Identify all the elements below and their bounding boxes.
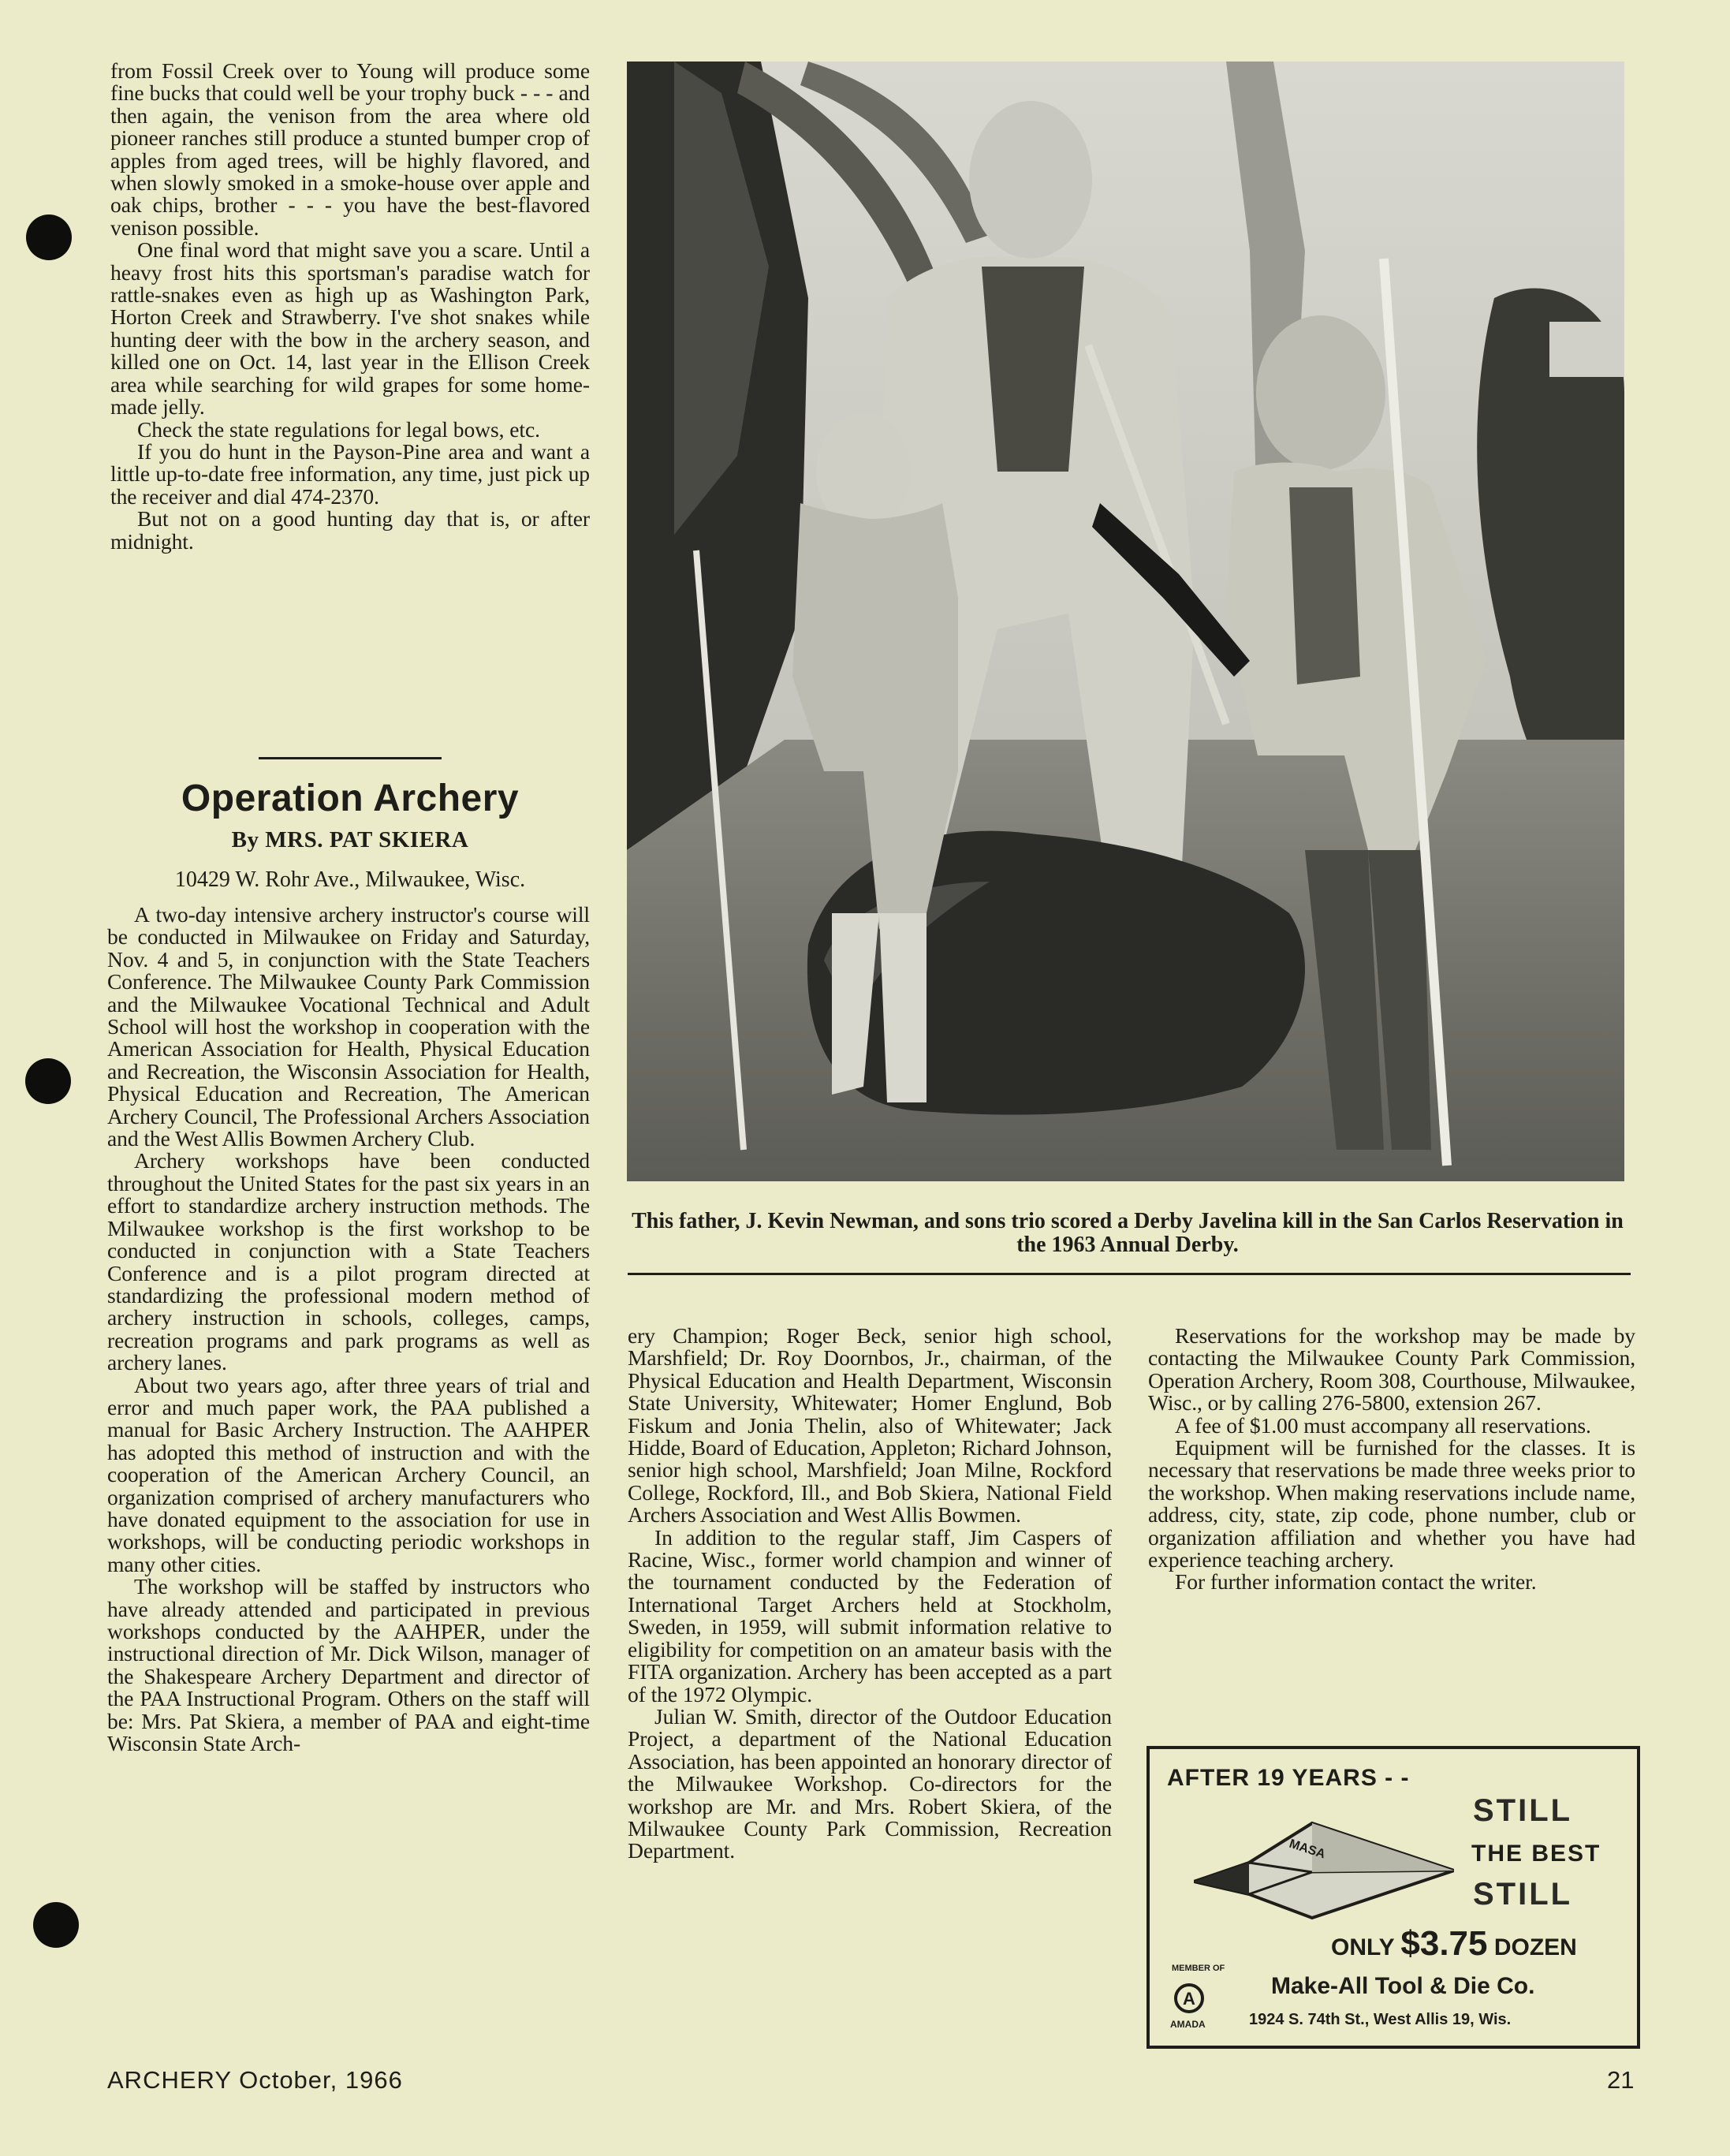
column-2-article-text xyxy=(628,1325,1112,1863)
ad-price-line xyxy=(1331,1924,1577,1964)
issue-date: October, 1966 xyxy=(239,2066,403,2094)
ad-only: ONLY xyxy=(1331,1934,1395,1960)
paragraph: from Fossil Creek over to Young will produce some fine bucks that could well be your trophy buck - - - and then again, the venison from the area where old pioneer ranches still produce a stunted bumper crop of apples from aged trees, will be highly flavored, and when slowly smoked in a smoke-house over apple and oak chips, brother - - - you have the best-flavored venison possible. xyxy=(110,58,590,240)
punch-hole-middle xyxy=(25,1058,71,1104)
ad-unit: DOZEN xyxy=(1493,1934,1577,1960)
company-address: 1924 S. 74th St., West Allis 19, Wis. xyxy=(1249,2011,1512,2028)
ad-price: $3.75 xyxy=(1400,1924,1488,1963)
broadhead-mark: MASA xyxy=(1287,1837,1327,1862)
paragraph: Reservations for the workshop may be made by contacting the Milwaukee County Park Commission, Operation Archery, Room 308, Courthouse, Milwaukee, Wisc., or by calling 276-5800, extension 267. xyxy=(1148,1323,1635,1416)
author-address: 10429 W. Rohr Ave., Milwaukee, Wisc. xyxy=(174,867,526,892)
amada-logo-icon xyxy=(1173,1983,1205,2014)
article-title: Operation Archery xyxy=(181,778,520,819)
photo-caption: This father, J. Kevin Newman, and sons trio scored a Derby Javelina kill in the San Carlos Reservation in the 1963 Annual Derby. xyxy=(632,1209,1624,1257)
ad-headline: AFTER 19 YEARS - - xyxy=(1167,1765,1410,1791)
paragraph: About two years ago, after three years of trial and error and much paper work, the PAA published a manual for Basic Archery Instruction. The AAHPER has adopted this method of instruction and with the cooperation of the American Archery Council, an organization comprised of archery manufacturers who have donated equipment to the association for use in workshops, will be conducting periodic workshops in many other cities. xyxy=(107,1372,590,1576)
company-name: Make-All Tool & Die Co. xyxy=(1271,1973,1535,1999)
paragraph: ery Champion; Roger Beck, senior high school, Marshfield; Dr. Roy Doornbos, Jr., chairman, of the Physical Education and Health Department, Wisconsin State University, Whitewater; Homer Englund, Bob Fiskum and Jonia Thelin, also of Whitewater; Jack Hidde, Board of Education, Appleton; Richard Johnson, senior high school, Marshfield; Joan Milne, Rockford College, Rockford, Ill., and Bob Skiera, National Field Archers Association and West Allis Bowmen. xyxy=(628,1323,1112,1527)
footer-publication xyxy=(107,2066,403,2094)
photo-illustration xyxy=(627,62,1624,1181)
ad-still-bottom: STILL xyxy=(1473,1877,1573,1912)
column-1-continued-text xyxy=(110,60,590,553)
column-1-article-text xyxy=(107,904,590,1755)
ad-still-top: STILL xyxy=(1473,1793,1573,1828)
paragraph: The workshop will be staffed by instructors who have already attended and participated in previous workshops conducted by the AAHPER, under the instructional direction of Mr. Dick Wilson, manager of the Shakespeare Archery Department and director of the PAA Instructional Program. Others on the staff will be: Mrs. Pat Skiera, a member of PAA and eight-time Wisconsin State Arch- xyxy=(107,1574,590,1756)
paragraph: If you do hunt in the Payson-Pine area and want a little up-to-date free information, any time, just pick up the receiver and dial 474-2370. xyxy=(110,438,590,509)
paragraph: A fee of $1.00 must accompany all reservations. xyxy=(1175,1412,1591,1438)
paragraph: But not on a good hunting day that is, or after midnight. xyxy=(110,506,590,554)
magazine-name: ARCHERY xyxy=(107,2066,232,2094)
member-label: MEMBER OF xyxy=(1172,1964,1225,1973)
page-number: 21 xyxy=(1607,2066,1635,2094)
paragraph: One final word that might save you a scare. Until a heavy frost hits this sportsman's paradise watch for rattle-snakes even as high up as Washington Park, Horton Creek and Strawberry. I've shot snakes while hunting deer with the bow in the archery season, and killed one on Oct. 14, last year in the Ellison Creek area while searching for wild grapes for some home-made jelly. xyxy=(110,237,590,420)
article-byline: By MRS. PAT SKIERA xyxy=(231,827,469,852)
paragraph: A two-day intensive archery instructor's course will be conducted in Milwaukee on Friday and Saturday, Nov. 4 and 5, in conjunction with the State Teachers Conference. The Milwaukee County Park Commission and the Milwaukee Vocational Technical and Adult School will host the workshop in cooperation with the American Association for Health, Physical Education and Recreation, the Wisconsin Association for Health, Physical Education and Recreation, The American Archery Council, The Professional Archers Association and the West Allis Bowmen Archery Club. xyxy=(107,902,590,1151)
paragraph: Archery workshops have been conducted throughout the United States for the past six years in an effort to standardize archery instruction methods. The Milwaukee workshop is the first workshop to be conducted in conjunction with a State Teachers Conference and is a pilot program directed at standardizing the professional modern method of archery instruction in schools, colleges, camps, recreation programs and park programs as well as archery lanes. xyxy=(107,1148,590,1375)
ad-the-best: THE BEST xyxy=(1471,1841,1601,1867)
association-name: AMADA xyxy=(1170,2019,1206,2030)
punch-hole-top xyxy=(26,214,72,260)
paragraph: In addition to the regular staff, Jim Caspers of Racine, Wisc., former world champion and winner of the tournament conducted by the Federation of International Target Archers held at Stockholm, Sweden, in 1959, will submit information relative to eligibility for competition on an amateur basis with the FITA organization. Archery has been accepted as a part of the 1972 Olympic. xyxy=(628,1524,1112,1707)
column-3-article-text xyxy=(1148,1325,1635,1594)
broadhead-icon xyxy=(1194,1800,1454,1934)
hunting-photo xyxy=(627,62,1624,1181)
paragraph: For further information contact the writer. xyxy=(1175,1569,1537,1595)
paragraph: Julian W. Smith, director of the Outdoor Education Project, a department of the National Education Association, has been appointed an honorary director of the Milwaukee Workshop. Co-directors for the workshop are Mr. and Mrs. Robert Skiera, of the Milwaukee County Park Commission, Recreation Department. xyxy=(628,1703,1112,1863)
caption-divider xyxy=(628,1273,1631,1275)
section-divider xyxy=(259,757,442,759)
broadhead-advertisement xyxy=(1146,1746,1640,2049)
amada-logo-letter: A xyxy=(1183,1989,1195,2009)
punch-hole-bottom xyxy=(33,1902,79,1948)
paragraph: Equipment will be furnished for the classes. It is necessary that reservations be made three weeks prior to the workshop. When making reservations include name, address, city, state, zip code, phone number, club or organization affiliation and whether you have had experience teaching archery. xyxy=(1148,1435,1635,1572)
paragraph: Check the state regulations for legal bows, etc. xyxy=(137,416,540,442)
